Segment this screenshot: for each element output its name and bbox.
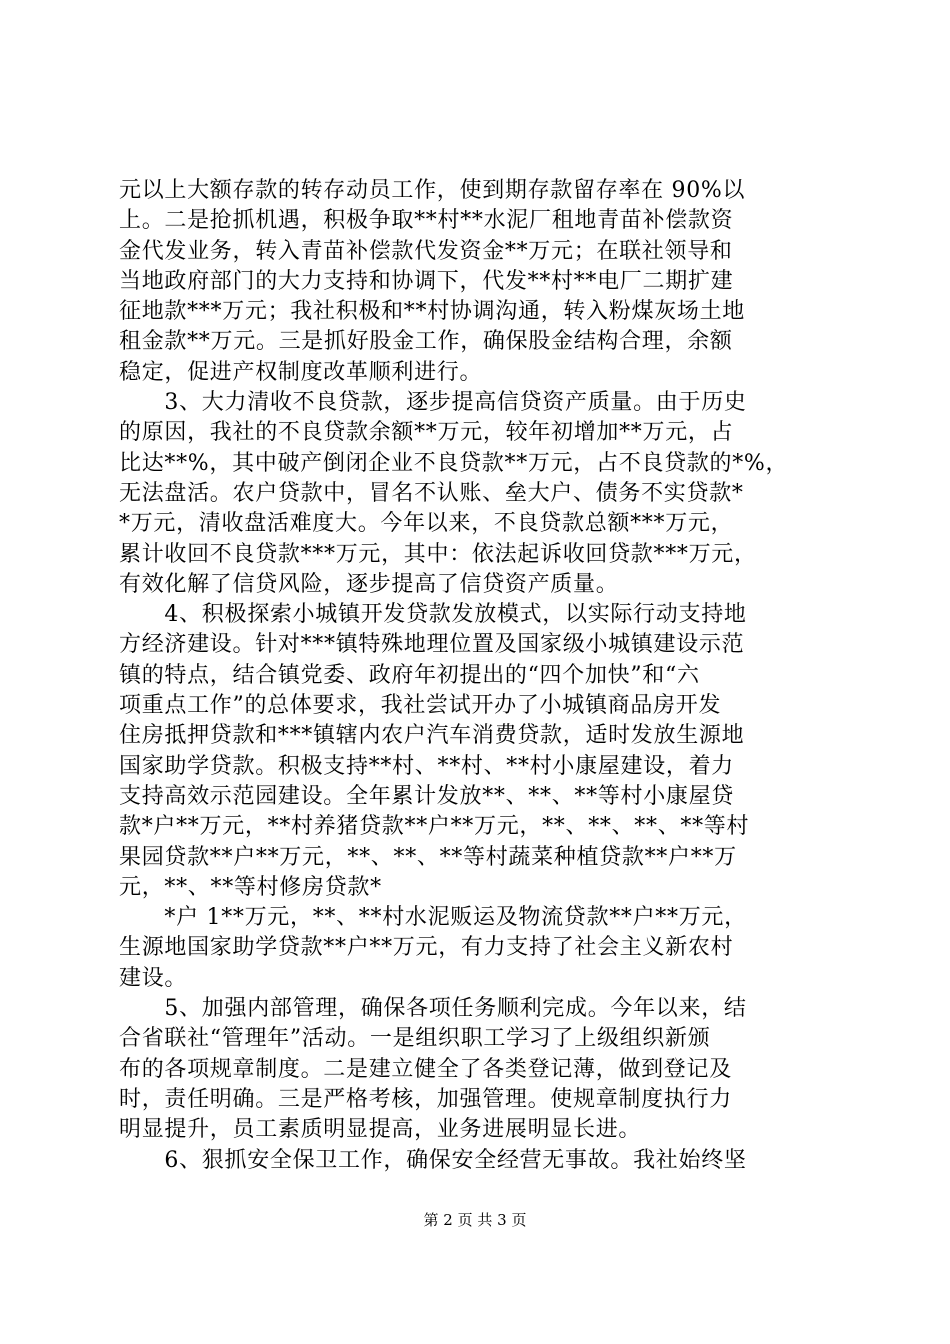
text-line: 5、加强内部管理，确保各项任务顺利完成。今年以来，结 [119,996,747,1022]
text-line: 果园贷款**户**万元，**、**、**等村蔬菜种植贷款**户**万 [119,844,737,870]
text-line: 国家助学贷款。积极支持**村、**村、**村小康屋建设，着力 [119,753,735,779]
text-line: 元，**、**等村修房贷款* [119,874,382,900]
text-line: 当地政府部门的大力支持和协调下，代发**村**电厂二期扩建 [119,268,734,294]
text-line: 3、大力清收不良贷款，逐步提高信贷资产质量。由于历史 [119,390,747,416]
text-line: 布的各项规章制度。二是建立健全了各类登记薄，做到登记及 [119,1056,732,1082]
text-line: 支持高效示范园建设。全年累计发放**、**、**等村小康屋贷 [119,783,735,809]
text-line: 有效化解了信贷风险，逐步提高了信贷资产质量。 [119,571,619,597]
text-line: 无法盘活。农户贷款中，冒名不认账、垒大户、债务不实贷款* [119,480,744,506]
text-line: 租金款**万元。三是抓好股金工作，确保股金结构合理，余额 [119,329,733,355]
text-line: 比达**%，其中破产倒闭企业不良贷款**万元，占不良贷款的*%， [119,450,789,476]
text-line: 6、狠抓安全保卫工作，确保安全经营无事故。我社始终坚 [119,1147,747,1173]
text-line: 稳定，促进产权制度改革顺利进行。 [119,359,483,385]
text-line: 上。二是抢抓机遇，积极争取**村**水泥厂租地青苗补偿款资 [119,208,734,234]
text-line: 款*户**万元，**村养猪贷款**户**万元，**、**、**、**等村 [119,814,750,840]
text-line: 明显提升，员工素质明显提高，业务进展明显长进。 [119,1117,642,1143]
text-line: 合省联社“管理年”活动。一是组织职工学习了上级组织新颁 [119,1026,711,1052]
document-body [119,176,835,1176]
text-line: 镇的特点，结合镇党委、政府年初提出的“四个加快”和“六 [119,662,700,688]
text-line: 方经济建设。针对***镇特殊地理位置及国家级小城镇建设示范 [119,632,745,658]
text-line: 生源地国家助学贷款**户**万元，有力支持了社会主义新农村 [119,935,734,961]
text-line: 元以上大额存款的转存动员工作，使到期存款留存率在 90%以 [119,178,746,203]
text-line: 金代发业务，转入青苗补偿款代发资金**万元；在联社领导和 [119,238,733,264]
text-line: 征地款***万元；我社积极和**村协调沟通，转入粉煤灰场土地 [119,299,746,325]
text-line: 4、积极探索小城镇开发贷款发放模式，以实际行动支持地 [119,602,747,628]
text-line: 的原因，我社的不良贷款余额**万元，较年初增加**万元，占 [119,420,734,446]
text-line: 时，责任明确。三是严格考核，加强管理。使规章制度执行力 [119,1086,732,1112]
text-line: *万元，清收盘活难度大。今年以来，不良贷款总额***万元， [119,511,734,537]
page-footer: 第 2 页 共 3 页 [423,1211,527,1229]
text-line: 建设。 [119,965,188,991]
text-line: *户 1**万元，**、**村水泥贩运及物流贷款**户**万元， [119,905,747,931]
text-line: 住房抵押贷款和***镇辖内农户汽车消费贷款，适时发放生源地 [119,723,745,749]
text-line: 项重点工作”的总体要求，我社尝试开办了小城镇商品房开发 [119,693,722,719]
text-line: 累计收回不良贷款***万元，其中：依法起诉收回贷款***万元， [119,541,757,567]
